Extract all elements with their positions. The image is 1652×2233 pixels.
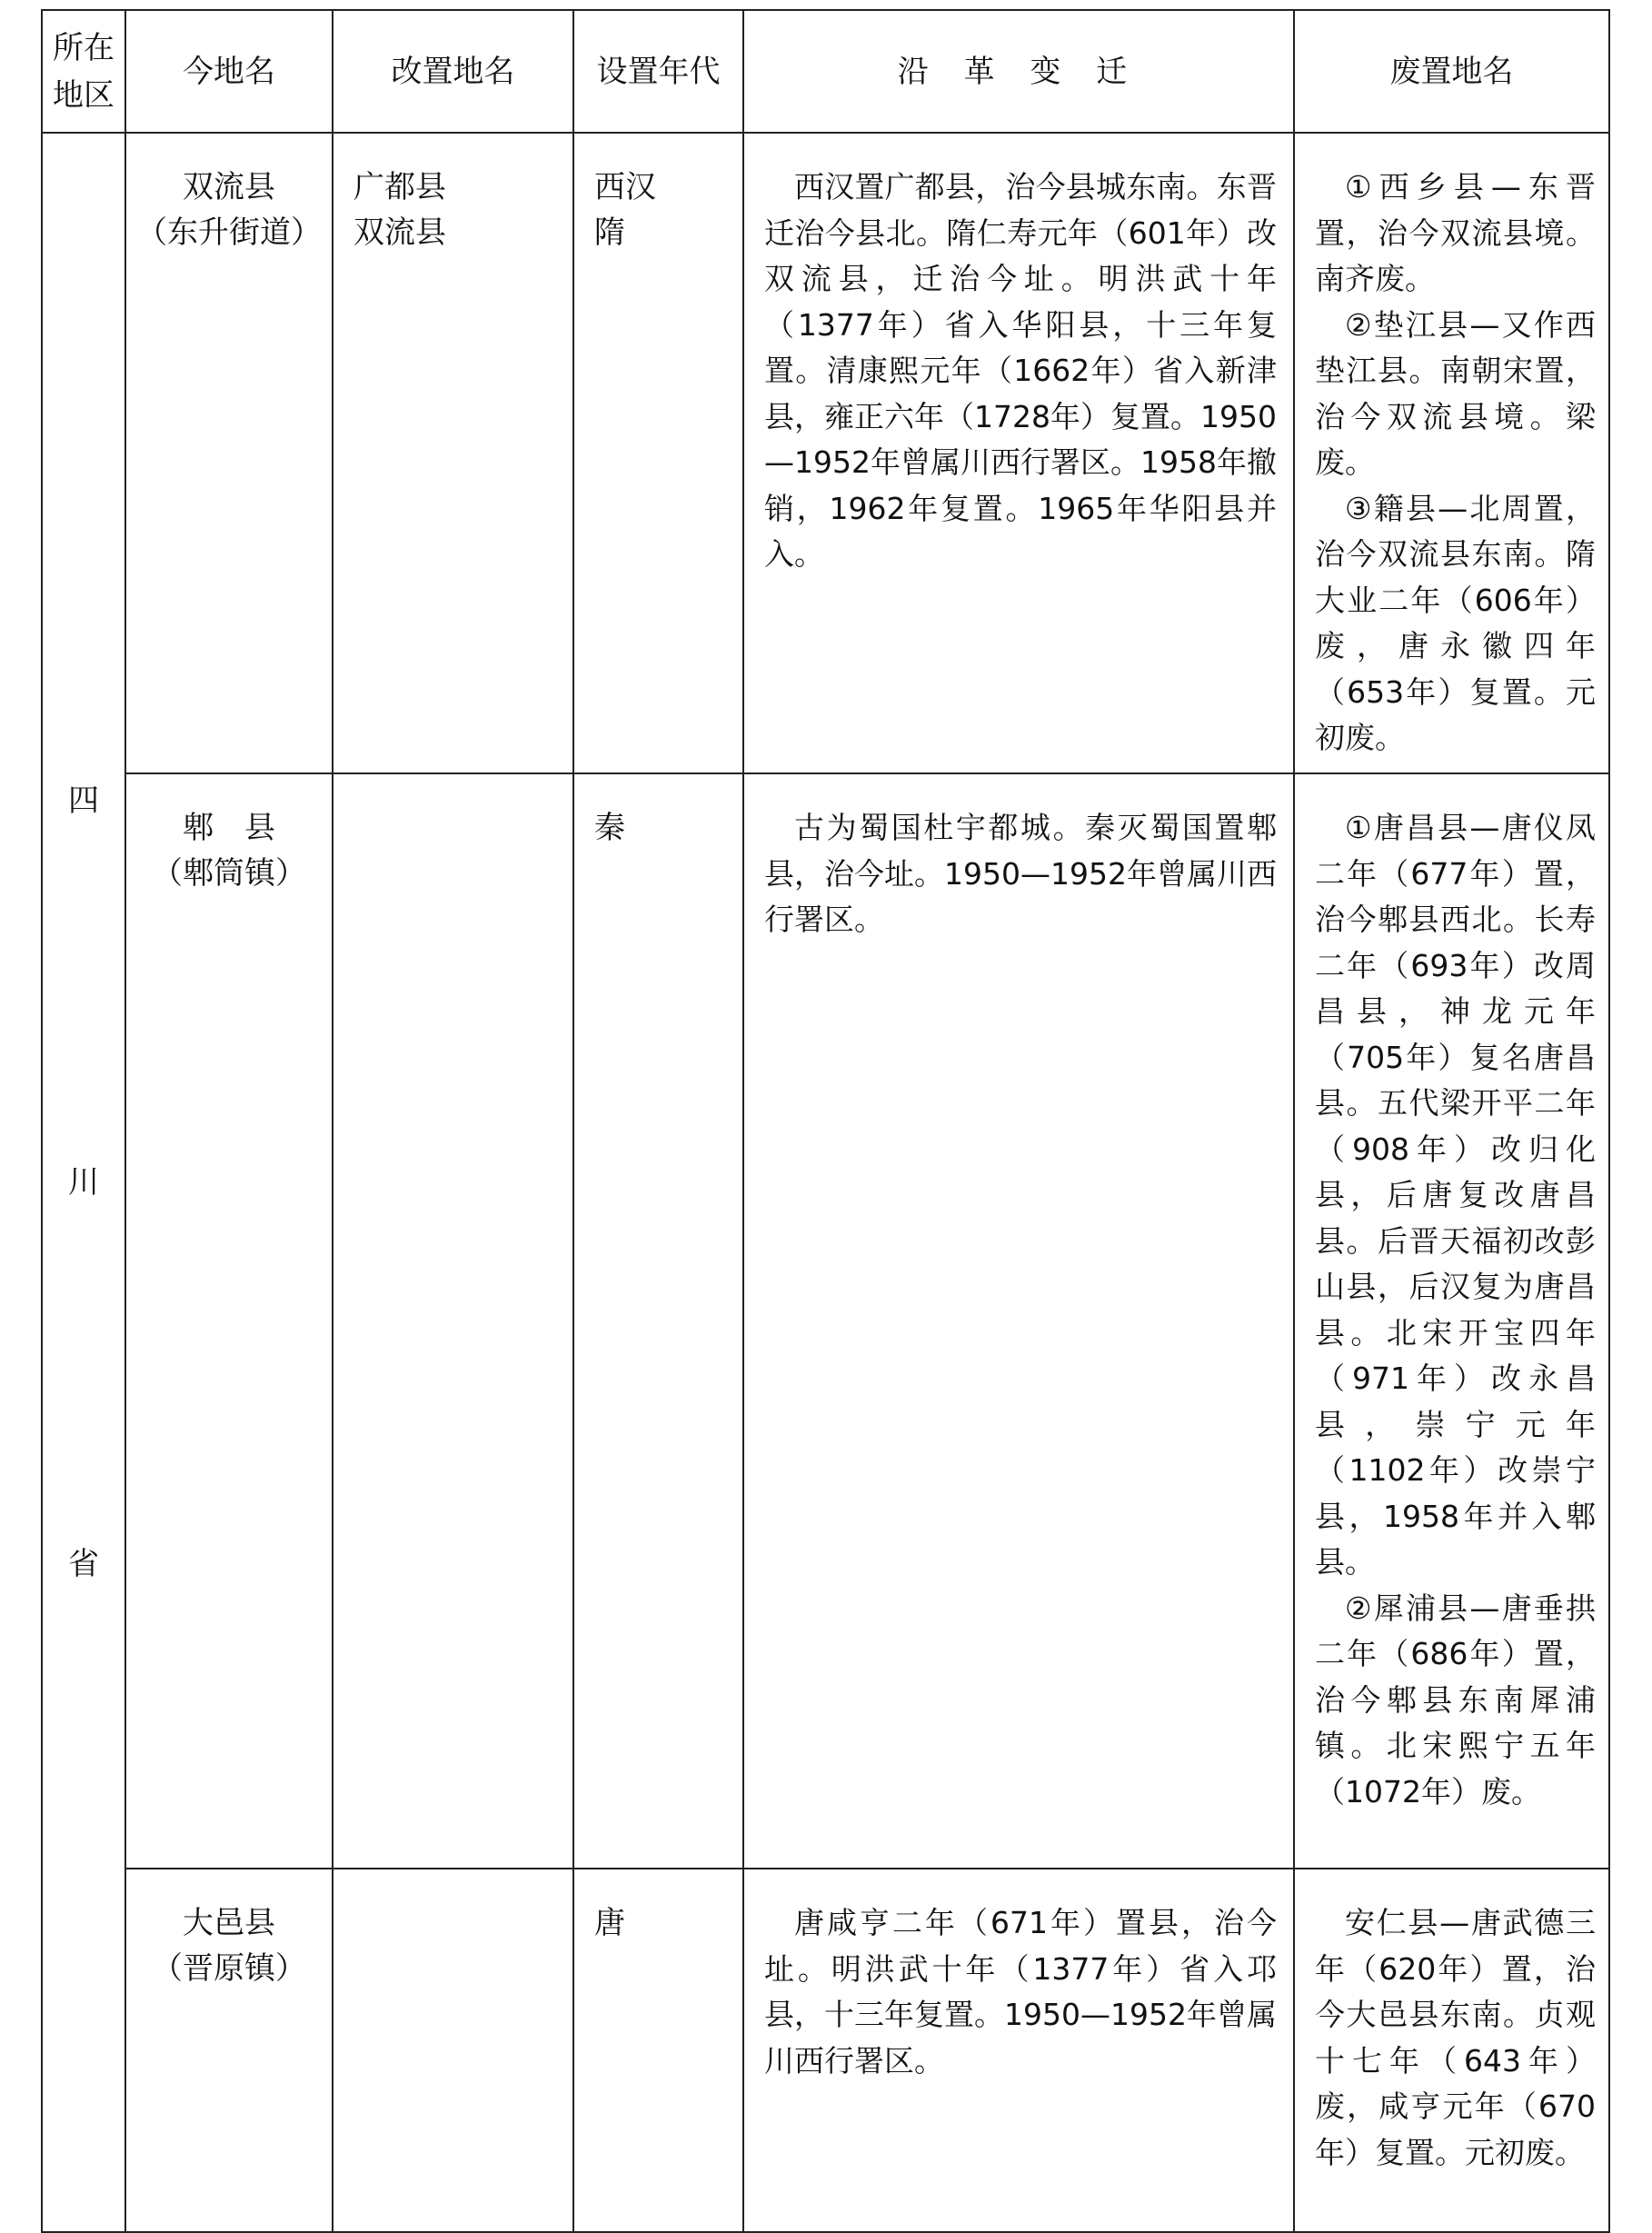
current-name: 双流县 xyxy=(183,169,275,205)
era-cell xyxy=(573,133,743,773)
abolished-entry: ③籍县—北周置，治今双流县东南。隋大业二年（606年）废，唐永徽四年（653年）复置。元初废。 xyxy=(1315,490,1596,755)
current-name-cell xyxy=(125,773,333,1869)
history-cell: 西汉置广都县，治今县城东南。东晋迁治今县北。隋仁寿元年（601年）改双流县，迁治今址。明洪武十年（1377年）省入华阳县，十三年复置。清康熙元年（1662年）省入新津县，雍正六年（1728年）复置。1950—1952年曾属川西行署区。1958年撤销，1962年复置。1965年华阳县并入。 xyxy=(743,133,1294,773)
current-subname: （郫筒镇） xyxy=(152,855,306,892)
abolished-cell xyxy=(1294,133,1609,773)
abolished-entry: ②垫江县—又作西垫江县。南朝宋置，治今双流县境。梁废。 xyxy=(1315,306,1596,480)
history-table xyxy=(41,9,1610,2233)
changed-name-cell xyxy=(333,133,573,773)
region-char: 川 xyxy=(68,1164,99,1201)
header-region-line2: 地区 xyxy=(53,76,114,114)
header-region-line1: 所在 xyxy=(53,29,114,66)
history-cell: 古为蜀国杜宇都城。秦灭蜀国置郫县，治今址。1950—1952年曾属川西行署区。 xyxy=(743,773,1294,1869)
current-subname: （东升街道） xyxy=(136,214,322,251)
header-established: 设置年代 xyxy=(573,10,743,133)
changed-name: 双流县 xyxy=(353,214,446,251)
history-cell: 唐咸亨二年（671年）置县，治今址。明洪武十年（1377年）省入邛县，十三年复置。1950—1952年曾属川西行署区。 xyxy=(743,1869,1294,2232)
table-row xyxy=(42,133,1609,773)
current-name: 郫 县 xyxy=(183,810,275,846)
abolished-cell xyxy=(1294,1869,1609,2232)
era-cell xyxy=(573,1869,743,2232)
table-row xyxy=(42,1869,1609,2232)
current-name-cell xyxy=(125,1869,333,2232)
era: 西汉 xyxy=(594,169,656,205)
abolished-entry: ①唐昌县—唐仪凤二年（677年）置，治今郫县西北。长寿二年（693年）改周昌县，神龙元年（705年）复名唐昌县。五代梁开平二年（908年）改归化县，后唐复改唐昌县。后晋天福初改彭山县，后汉复为唐昌县。北宋开宝四年（971年）改永昌县，崇宁元年（1102年）改崇宁县，1958年并入郫县。 xyxy=(1315,810,1596,1580)
header-changed-name: 改置地名 xyxy=(333,10,573,133)
region-cell xyxy=(42,133,125,2232)
header-history: 沿 革 变 迁 xyxy=(743,10,1294,133)
abolished-entry: ②犀浦县—唐垂拱二年（686年）置，治今郫县东南犀浦镇。北宋熙宁五年（1072年）废。 xyxy=(1315,1590,1596,1809)
header-current-name: 今地名 xyxy=(125,10,333,133)
current-name: 大邑县 xyxy=(183,1905,275,1941)
era-cell xyxy=(573,773,743,1869)
region-char: 四 xyxy=(68,783,99,819)
changed-name: 广都县 xyxy=(353,169,446,205)
current-name-cell xyxy=(125,133,333,773)
table-row xyxy=(42,773,1609,1869)
era: 秦 xyxy=(594,810,625,846)
header-region xyxy=(42,10,125,133)
era: 唐 xyxy=(594,1905,625,1941)
abolished-entry: 安仁县—唐武德三年（620年）置，治今大邑县东南。贞观十七年（643年）废，咸亨元年（670年）复置。元初废。 xyxy=(1315,1905,1596,2170)
changed-name-cell xyxy=(333,773,573,1869)
abolished-cell xyxy=(1294,773,1609,1869)
region-char: 省 xyxy=(68,1546,99,1582)
abolished-entry: ①西乡县—东晋置，治今双流县境。南齐废。 xyxy=(1315,169,1596,296)
table-header-row xyxy=(42,10,1609,133)
header-abolished: 废置地名 xyxy=(1294,10,1609,133)
era: 隋 xyxy=(594,214,625,251)
current-subname: （晋原镇） xyxy=(152,1950,306,1987)
changed-name-cell xyxy=(333,1869,573,2232)
